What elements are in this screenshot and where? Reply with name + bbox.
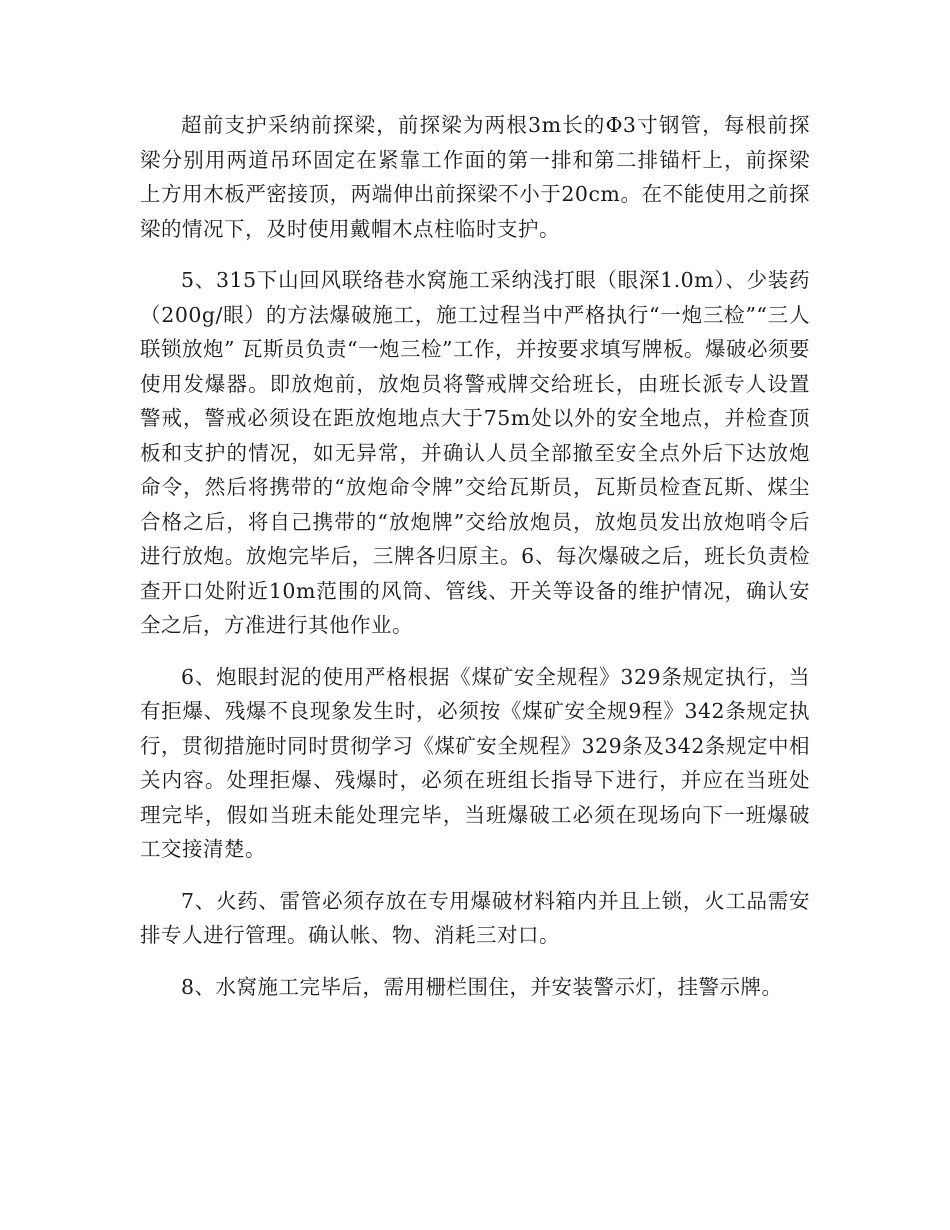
paragraph-explosives-storage: 7、火药、雷管必须存放在专用爆破材料箱内并且上锁，火工品需安排专人进行管理。确认帐、物、消耗三对口。 — [140, 888, 810, 947]
paragraph-blasting-procedure: 5、315下山回风联络巷水窝施工采纳浅打眼（眼深1.0m）、少装药（200g/眼）的方法爆破施工，施工过程当中严格执行“一炮三检”“三人联锁放炮” 瓦斯员负责“一炮三检”工作，并按要求填写牌板。爆破必须要使用发爆器。即放炮前，放炮员将警戒牌交给班长，由班长派专人设置警戒，警戒必须设在距放炮地点大于75m处以外的安全地点，并检查顶板和支护的情况，如无异常，并确认人员全部撤至安全点外后下达放炮命令，然后将携带的“放炮命令牌”交给瓦斯员，瓦斯员检查瓦斯、煤尘合格之后，将自己携带的“放炮牌”交给放炮员，放炮员发出放炮哨令后进行放炮。放炮完毕后，三牌各归原主。6、每次爆破之后，班长负责检查开口处附近10m范围的风筒、管线、开关等设备的维护情况，确认安全之后，方准进行其他作业。 — [140, 268, 810, 637]
paragraph-stemming-misfire: 6、炮眼封泥的使用严格根据《煤矿安全规程》329条规定执行，当有拒爆、残爆不良现象发生时，必须按《煤矿安全规9程》342条规定执行，贯彻措施时同时贯彻学习《煤矿安全规程》329条及342条规定中相关内容。处理拒爆、残爆时，必须在班组长指导下进行，并应在当班处理完毕，假如当班未能处理完毕，当班爆破工必须在现场向下一班爆破工交接清楚。 — [140, 664, 810, 861]
paragraph-advance-support: 超前支护采纳前探梁，前探梁为两根3m长的Φ3寸钢管，每根前探梁分别用两道吊环固定在紧靠工作面的第一排和第二排锚杆上，前探梁上方用木板严密接顶，两端伸出前探梁不小于20cm。在不能使用之前探梁的情况下，及时使用戴帽木点柱临时支护。 — [140, 113, 810, 241]
document-body — [140, 108, 810, 1004]
paragraph-sump-fencing: 8、水窝施工完毕后，需用栅栏围住，并安装警示灯，挂警示牌。 — [181, 974, 783, 999]
